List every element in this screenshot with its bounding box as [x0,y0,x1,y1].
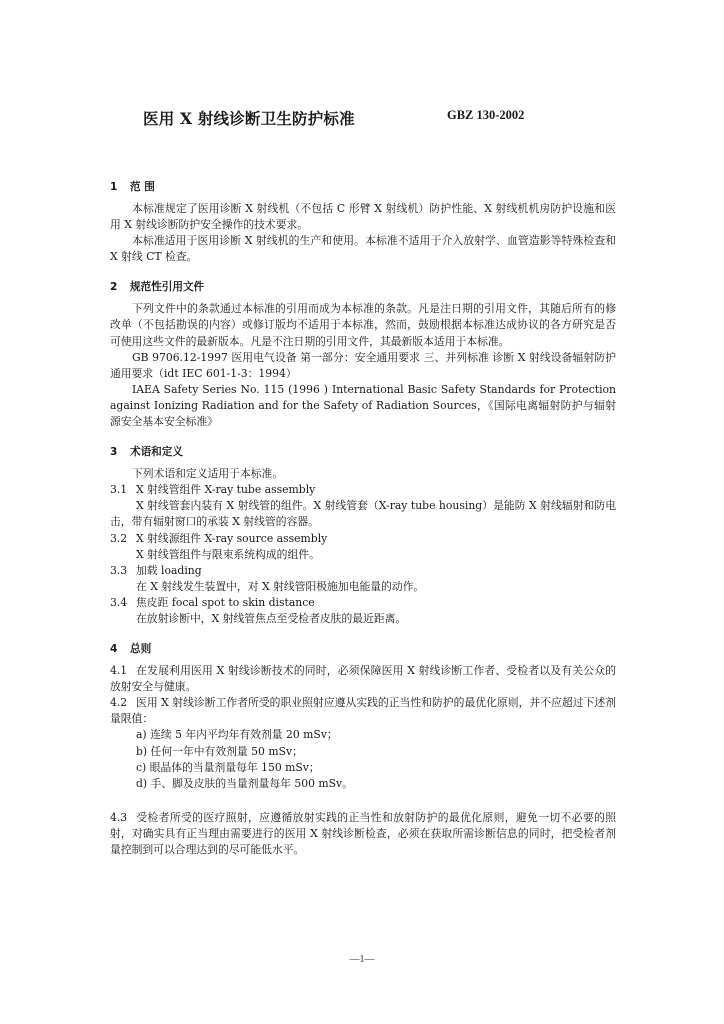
term-label: 加载 loading [136,563,202,577]
term-definition: 在放射诊断中，X 射线管焦点至受检者皮肤的最近距离。 [136,611,407,625]
clause-text: 在发展利用医用 X 射线诊断技术的同时，必须保障医用 X 射线诊断工作者、受检者以及有关公众的放射安全与健康。 [110,664,616,694]
section-heading-2 [110,279,616,295]
term-label: 焦皮距 focal spot to skin distance [136,595,315,609]
section-title: 术语和定义 [130,446,183,459]
title-row [143,107,563,127]
page-number: —1— [349,954,375,965]
dose-limit-item: d) 手、脚及皮肤的当量剂量每年 500 mSv。 [136,776,353,790]
clause-4-3 [110,810,616,858]
paragraph: 下列术语和定义适用于本标准。 [132,467,284,481]
term-number: 3.1 [110,483,128,497]
paragraph: 下列文件中的条款通过本标准的引用而成为本标准的条款。凡是注日期的引用文件，其随后所有的修改单（不包括勘误的内容）或修订版均不适用于本标准，然而，鼓励根据本标准达成协议的各方研究是否可使用这些文件的最新版本。凡是不注日期的引用文件，其最新版本适用于本标准。 [110,302,616,348]
clause-number: 4.2 [110,696,128,710]
section-title: 范 围 [130,181,155,193]
term-3-4 [110,595,616,611]
reference-iaea: IAEA Safety Series No. 115 (1996 ) International Basic Safety Standards for Protection against Ionizing Radiation and for the Safety of Radiation Sources，《国际电离辐射防护与辐射源安全基本安全标准》 [110,382,616,429]
section-title: 总则 [130,643,152,656]
term-definition: 在 X 射线发生装置中，对 X 射线管阳极施加电能量的动作。 [136,579,425,593]
section-number: 4 [110,643,118,656]
document-title: 医用 X 射线诊断卫生防护标准 [143,109,355,128]
term-label: X 射线源组件 X-ray source assembly [136,531,328,545]
term-definition: X 射线管套内装有 X 射线管的组件。X 射线管套（X-ray tube housing）是能防 X 射线辐射和防电击，带有辐射窗口的承装 X 射线管的容器。 [110,499,616,529]
term-number: 3.4 [110,595,128,609]
clause-text: 医用 X 射线诊断工作者所受的职业照射应遵从实践的正当性和防护的最优化原则，并不应超过下述剂量限值： [110,696,616,726]
term-definition: X 射线管组件与限束系统构成的组件。 [136,547,320,561]
paragraph: 本标准适用于医用诊断 X 射线机的生产和使用。本标准不适用于介入放射学、血管造影等特殊检查和 X 射线 CT 检查。 [110,234,616,264]
term-number: 3.3 [110,563,128,577]
paragraph: 本标准规定了医用诊断 X 射线机（不包括 C 形臂 X 射线机）防护性能、X 射线机机房防护设施和医用 X 射线诊断防护安全操作的技术要求。 [110,202,616,232]
section-title: 规范性引用文件 [130,281,205,294]
section-number: 3 [110,446,118,459]
clause-4-1 [110,663,616,695]
section-number: 1 [110,181,118,193]
section-heading-4 [110,641,616,657]
clause-text: 受检者所受的医疗照射，应遵循放射实践的正当性和放射防护的最优化原则，避免一切不必要的照射，对确实具有正当理由需要进行的医用 X 射线诊断检查，必须在获取所需诊断信息的同时，把受检者剂量控制到可以合理达到的尽可能低水平。 [110,810,616,856]
section-heading-3 [110,444,616,460]
clause-number: 4.1 [110,664,128,678]
clause-4-2 [110,695,616,727]
term-3-2 [110,531,616,547]
term-3-1 [110,482,616,498]
term-3-3 [110,563,616,579]
term-label: X 射线管组件 X-ray tube assembly [136,483,316,497]
section-heading-1 [110,179,616,195]
term-number: 3.2 [110,531,128,545]
dose-limit-item: a) 连续 5 年内平均年有效剂量 20 mSv； [136,728,338,742]
reference-gb: GB 9706.12-1997 医用电气设备 第一部分：安全通用要求 三、并列标准 诊断 X 射线设备辐射防护通用要求（idt IEC 601-1-3：1994） [110,350,616,380]
standard-code: GBZ 130-2002 [447,108,525,122]
clause-number: 4.3 [110,810,128,824]
section-number: 2 [110,281,118,294]
dose-limit-item: b) 任何一年中有效剂量 50 mSv； [136,744,303,758]
body-text [110,179,616,858]
dose-limit-item: c) 眼晶体的当量剂量每年 150 mSv； [136,760,320,774]
